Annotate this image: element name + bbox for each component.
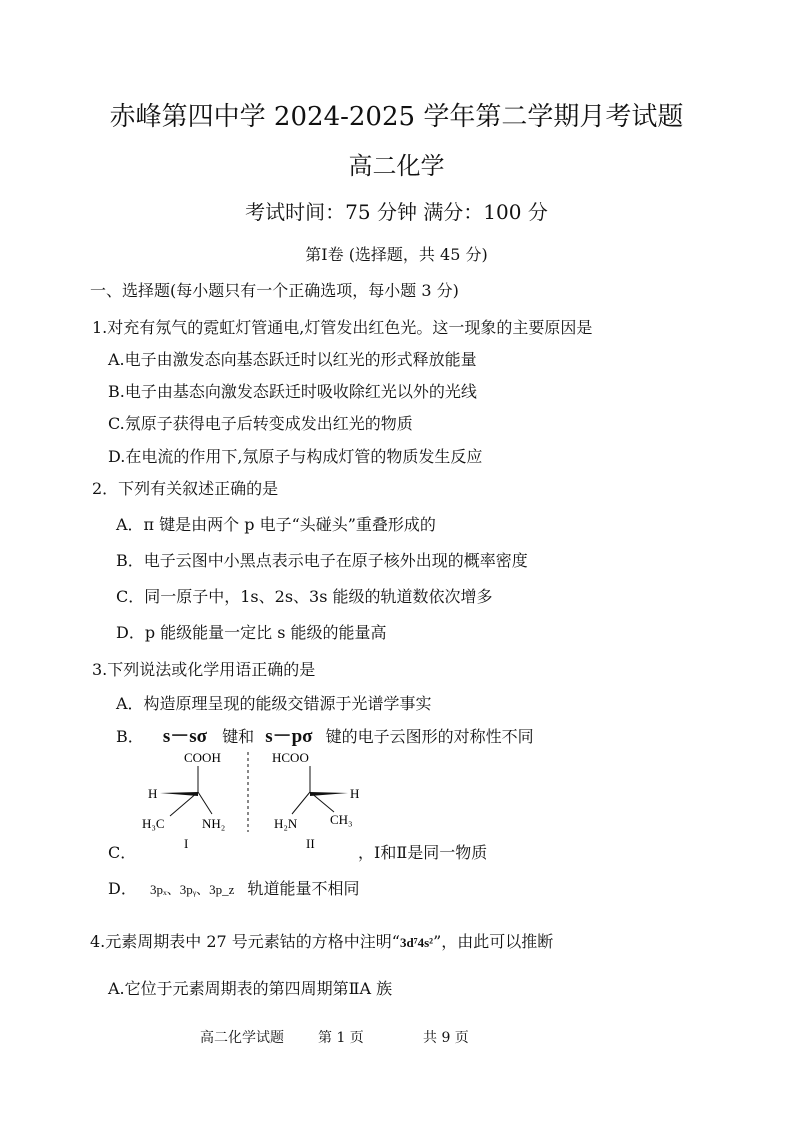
question-1-option-b: B.电子由基态向激发态跃迁时吸收除红光以外的光线 — [108, 382, 477, 401]
structure-1-wedge-bond — [160, 792, 198, 796]
structure-2-bottom-left-label: H₂N — [274, 816, 298, 831]
exam-info: 考试时间：75 分钟 满分：100 分 — [245, 200, 548, 224]
question-4-stem-suffix: ”，由此可以推断 — [433, 932, 554, 951]
structure-2-bottom-right-label: CH₃ — [330, 812, 353, 827]
question-1-option-d: D.在电流的作用下,氖原子与构成灯管的物质发生反应 — [108, 447, 483, 466]
question-2-option-a: A．π 键是由两个 p 电子“头碰头”重叠形成的 — [116, 515, 436, 534]
structure-2-bond-bottom-left — [292, 792, 310, 814]
structure-1-left-label: H — [148, 786, 158, 801]
p-orbitals-formula: 3pₓ、3pᵧ、3p_z — [149, 882, 235, 897]
question-4-stem-prefix: 4.元素周期表中 27 号元素钴的方格中注明“ — [90, 932, 400, 951]
electron-config: 3d⁷4s² — [399, 935, 434, 950]
structure-2-wedge-bond — [310, 792, 348, 796]
option-d-suffix: 轨道能量不相同 — [247, 879, 360, 898]
structure-1-bond-bottom-right — [198, 792, 212, 814]
option-b-suffix: 键的电子云图形的对称性不同 — [325, 727, 534, 746]
structure-2-label: II — [306, 836, 315, 851]
question-3-option-b — [116, 721, 534, 748]
question-1-option-c: C.氖原子获得电子后转变成发出红光的物质 — [108, 414, 413, 433]
question-4-stem — [90, 929, 553, 952]
sigma-sp-formula: s－pσ — [265, 726, 313, 747]
footer-total-pages: 共 9 页 — [423, 1030, 469, 1046]
structure-1-label: I — [184, 836, 189, 851]
question-2-option-c: C．同一原子中，1s、2s、3s 能级的轨道数依次增多 — [116, 587, 493, 606]
option-b-prefix: B． — [116, 727, 144, 746]
section-heading: 一、选择题(每小题只有一个正确选项，每小题 3 分) — [90, 281, 459, 300]
footer-subject: 高二化学试题 — [200, 1030, 284, 1046]
structure-2-right-label: H — [350, 786, 360, 801]
sigma-ss-formula: s－sσ — [162, 726, 207, 747]
structure-1-bottom-left-label: H₃C — [142, 816, 165, 831]
page-title: 赤峰第四中学 2024-2025 学年第二学期月考试题 — [109, 102, 684, 132]
structure-1-bottom-right-label: NH₂ — [202, 816, 226, 831]
question-3-option-c-suffix: ，Ⅰ和Ⅱ是同一物质 — [358, 843, 488, 862]
subject-title: 高二化学 — [348, 152, 445, 180]
volume-heading: 第Ⅰ卷 (选择题，共 45 分) — [305, 245, 488, 264]
question-3-stem: 3.下列说法或化学用语正确的是 — [92, 660, 316, 679]
question-3-option-a: A．构造原理呈现的能级交错源于光谱学事实 — [116, 694, 432, 713]
structure-1-top-label: COOH — [184, 750, 221, 765]
question-1-stem: 1.对充有氖气的霓虹灯管通电,灯管发出红色光。这一现象的主要原因是 — [92, 318, 593, 337]
option-d-prefix: D． — [108, 879, 137, 898]
footer-page-number: 第 1 页 — [318, 1030, 364, 1046]
question-2-stem: 2．下列有关叙述正确的是 — [92, 479, 279, 498]
question-4-option-a: A.它位于元素周期表的第四周期第ⅡA 族 — [108, 979, 393, 998]
option-b-middle: 键和 — [222, 727, 255, 746]
question-2-option-b: B．电子云图中小黑点表示电子在原子核外出现的概率密度 — [116, 551, 528, 570]
chiral-structures-diagram — [138, 748, 368, 853]
structure-1-bond-bottom-left — [170, 792, 198, 816]
question-3-option-d — [108, 876, 360, 899]
question-1-option-a: A.电子由激发态向基态跃迁时以红光的形式释放能量 — [108, 350, 477, 369]
question-2-option-d: D．p 能级能量一定比 s 能级的能量高 — [116, 623, 387, 642]
question-3-option-c-prefix: C． — [108, 843, 137, 862]
structure-2-top-label: HCOO — [272, 750, 309, 765]
